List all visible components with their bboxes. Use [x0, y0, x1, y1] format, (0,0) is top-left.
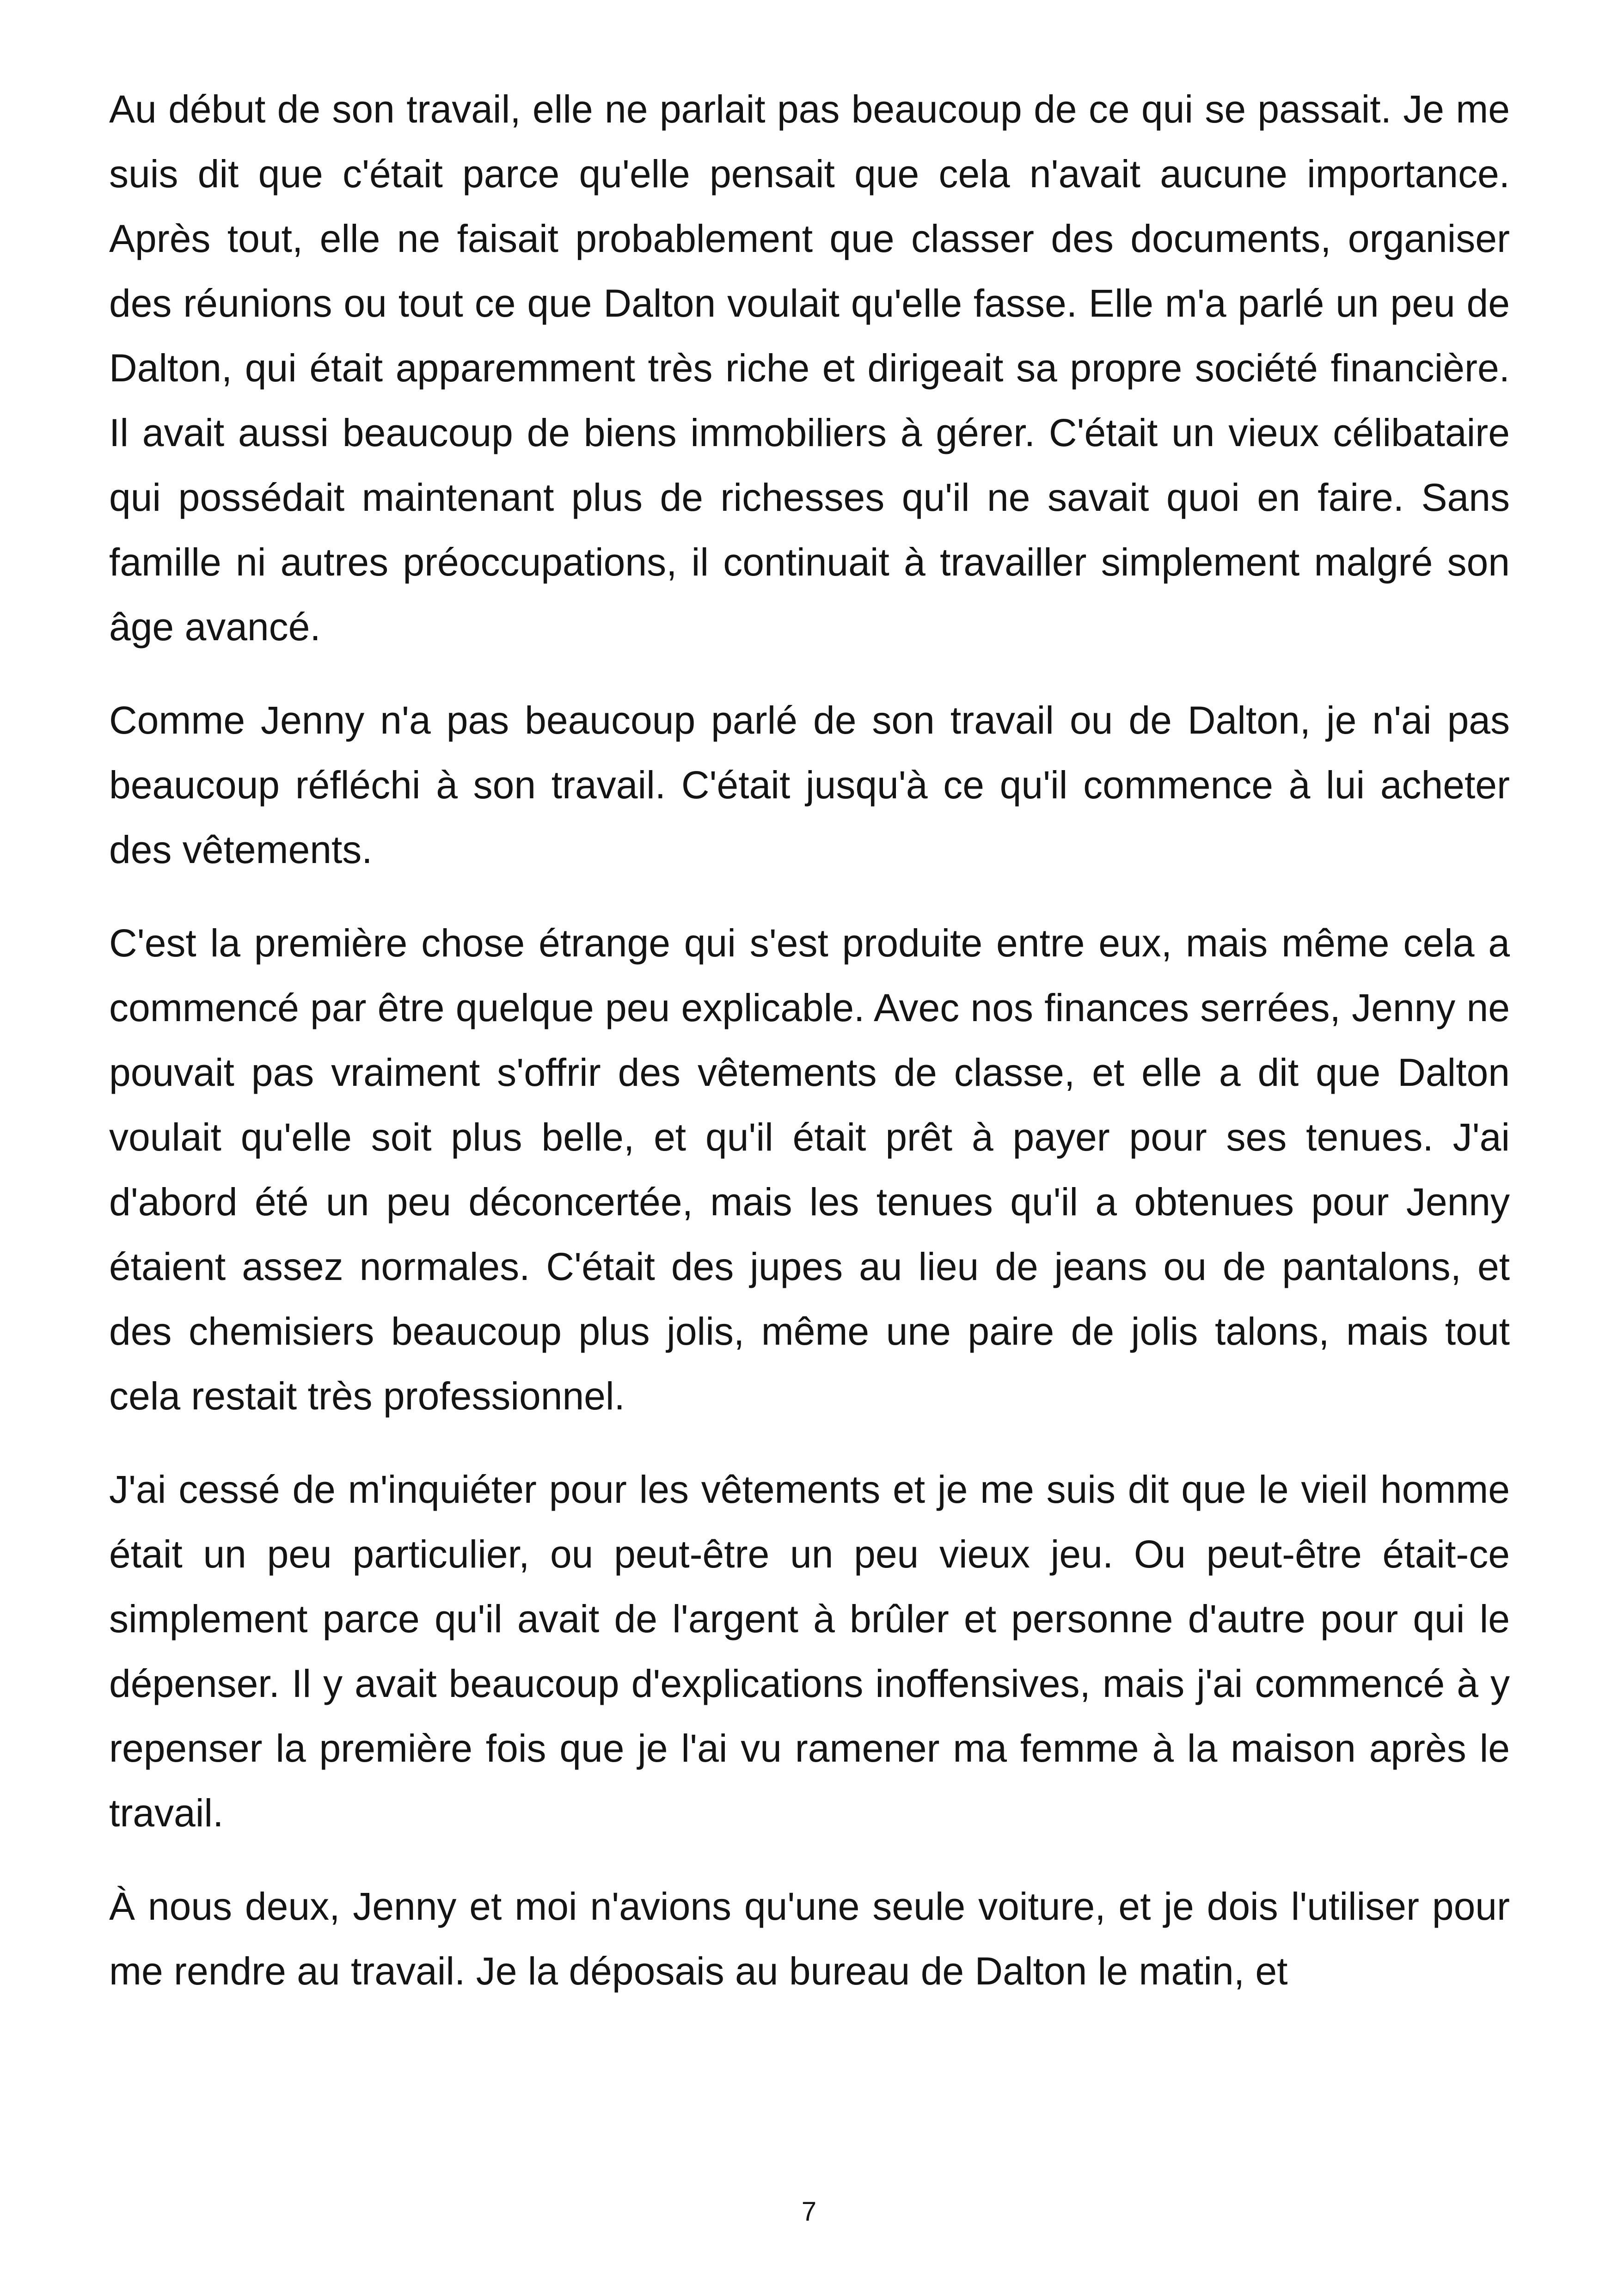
paragraph-2: Comme Jenny n'a pas beaucoup parlé de son travail ou de Dalton, je n'ai pas beaucoup réfléchi à son travail. C'était jusqu'à ce qu'il commence à lui acheter des vêtements. — [109, 698, 1510, 871]
paragraph-3: C'est la première chose étrange qui s'est produite entre eux, mais même cela a commencé par être quelque peu explicable. Avec nos finances serrées, Jenny ne pouvait pas vraiment s'offrir des vêtements de classe, et elle a dit que Dalton voulait qu'elle soit plus belle, et qu'il était prêt à payer pour ses tenues. J'ai d'abord été un peu déconcertée, mais les tenues qu'il a obtenues pour Jenny étaient assez normales. C'était des jupes au lieu de jeans ou de pantalons, et des chemisiers beaucoup plus jolis, même une paire de jolis talons, mais tout cela restait très professionnel. — [109, 921, 1510, 1418]
body-text — [109, 77, 1510, 2032]
paragraph-5: À nous deux, Jenny et moi n'avions qu'une seule voiture, et je dois l'utiliser pour me rendre au travail. Je la déposais au bureau de Dalton le matin, et — [109, 1885, 1510, 1993]
page-number: 7 — [801, 2197, 817, 2227]
paragraph-1: Au début de son travail, elle ne parlait pas beaucoup de ce qui se passait. Je me suis dit que c'était parce qu'elle pensait que cela n'avait aucune importance. Après tout, elle ne faisait probablement que classer des documents, organiser des réunions ou tout ce que Dalton voulait qu'elle fasse. Elle m'a parlé un peu de Dalton, qui était apparemment très riche et dirigeait sa propre société financière. Il avait aussi beaucoup de biens immobiliers à gérer. C'était un vieux célibataire qui possédait maintenant plus de richesses qu'il ne savait quoi en faire. Sans famille ni autres préoccupations, il continuait à travailler simplement malgré son âge avancé. — [109, 87, 1510, 649]
paragraph-4: J'ai cessé de m'inquiéter pour les vêtements et je me suis dit que le vieil homme était un peu particulier, ou peut-être un peu vieux jeu. Ou peut-être était-ce simplement parce qu'il avait de l'argent à brûler et personne d'autre pour qui le dépenser. Il y avait beaucoup d'explications inoffensives, mais j'ai commencé à y repenser la première fois que je l'ai vu ramener ma femme à la maison après le travail. — [109, 1468, 1510, 1835]
